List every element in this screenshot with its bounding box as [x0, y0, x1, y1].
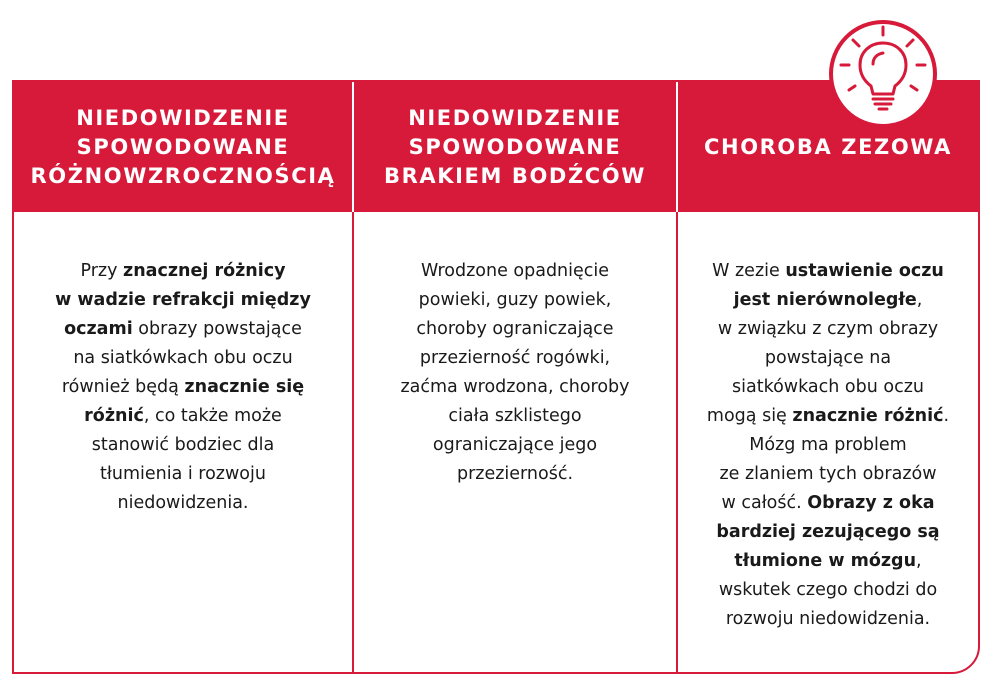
body-line: [14, 402, 352, 431]
column-title-line: NIEDOWIDZENIE: [76, 105, 290, 130]
column-body-anisometropia: [14, 212, 352, 518]
body-line: [354, 373, 676, 402]
body-line: [14, 373, 352, 402]
body-text: w związku z czym obrazy: [717, 319, 939, 339]
column-title-line: CHOROBA ZEZOWA: [704, 134, 952, 159]
column-title-line: SPOWODOWANE: [408, 134, 622, 159]
body-text: wskutek czego chodzi do: [718, 580, 938, 600]
body-line: [354, 286, 676, 315]
body-line: [678, 576, 978, 605]
body-text: zaćma wrodzona, choroby: [400, 377, 630, 397]
body-text: W zezie: [712, 261, 786, 281]
body-text-bold: Obrazy z oka: [807, 493, 935, 513]
body-line: [678, 605, 978, 634]
body-text-bold: oczami: [64, 319, 133, 339]
body-text: , co także może: [143, 406, 282, 426]
body-text-bold: znacznej różnicy: [123, 261, 286, 281]
column-title-line: SPOWODOWANE: [76, 134, 290, 159]
body-text: w całość.: [721, 493, 808, 513]
body-text: na siatkówkach obu oczu: [73, 348, 293, 368]
body-line: [354, 460, 676, 489]
body-text: Przy: [80, 261, 124, 281]
body-text: przezierność.: [456, 464, 574, 484]
body-text: stanowić bodziec dla: [91, 435, 275, 455]
body-text: ciała szklistego: [448, 406, 582, 426]
body-line: [678, 460, 978, 489]
body-text: Wrodzone opadnięcie: [420, 261, 610, 281]
column-title-line: BRAKIEM BODŹCÓW: [383, 163, 646, 188]
lightbulb-icon: [827, 18, 939, 130]
body-text-bold: znacznie się: [184, 377, 305, 397]
body-text: siatkówkach obu oczu: [732, 377, 924, 397]
body-line: [678, 547, 978, 576]
body-text: Mózg ma problem: [749, 435, 907, 455]
body-text: niedowidzenia.: [117, 493, 249, 513]
body-line: [678, 286, 978, 315]
column-title-line: RÓŻNOWZROCZNOŚCIĄ: [30, 163, 336, 188]
body-text: obrazy powstające: [132, 319, 302, 339]
column-body-deprivation: [354, 212, 676, 489]
body-text: powieki, guzy powiek,: [418, 290, 612, 310]
column-body-strabismus: [678, 212, 978, 634]
body-text-bold: bardziej zezującego są: [716, 522, 940, 542]
column-title-deprivation: [354, 82, 676, 212]
body-line: [678, 431, 978, 460]
body-text: ze zlaniem tych obrazów: [719, 464, 937, 484]
body-line: [354, 344, 676, 373]
body-text: powstające na: [764, 348, 892, 368]
body-text-bold: tłumione w mózgu: [734, 551, 917, 571]
body-line: [14, 460, 352, 489]
body-line: [678, 373, 978, 402]
body-text: .: [943, 406, 950, 426]
body-line: [354, 431, 676, 460]
body-text-bold: znacznie różnić: [792, 406, 944, 426]
body-text: również będą: [61, 377, 185, 397]
body-text: ograniczające jego: [432, 435, 598, 455]
body-line: [678, 315, 978, 344]
body-line: [14, 344, 352, 373]
body-text: przezierność rogówki,: [419, 348, 611, 368]
body-text: mogą się: [706, 406, 793, 426]
body-line: [678, 257, 978, 286]
body-line: [678, 518, 978, 547]
body-text: ,: [916, 290, 923, 310]
body-line: [14, 286, 352, 315]
body-text: tłumienia i rozwoju: [100, 464, 266, 484]
body-text: choroby ograniczające: [416, 319, 614, 339]
body-line: [678, 489, 978, 518]
body-line: [354, 257, 676, 286]
body-text-bold: w wadzie refrakcji między: [55, 290, 311, 310]
body-line: [14, 257, 352, 286]
body-line: [14, 431, 352, 460]
body-text: ,: [916, 551, 922, 571]
body-line: [14, 315, 352, 344]
body-text: rozwoju niedowidzenia.: [725, 609, 931, 629]
body-line: [678, 344, 978, 373]
body-line: [354, 402, 676, 431]
comparison-table: [12, 80, 980, 674]
body-line: [678, 402, 978, 431]
body-line: [354, 315, 676, 344]
body-line: [14, 489, 352, 518]
column-title-anisometropia: [14, 82, 352, 212]
body-text-bold: różnić: [84, 406, 144, 426]
column-title-line: NIEDOWIDZENIE: [408, 105, 622, 130]
body-text-bold: jest nierównoległe: [733, 290, 917, 310]
body-text-bold: ustawienie oczu: [785, 261, 944, 281]
